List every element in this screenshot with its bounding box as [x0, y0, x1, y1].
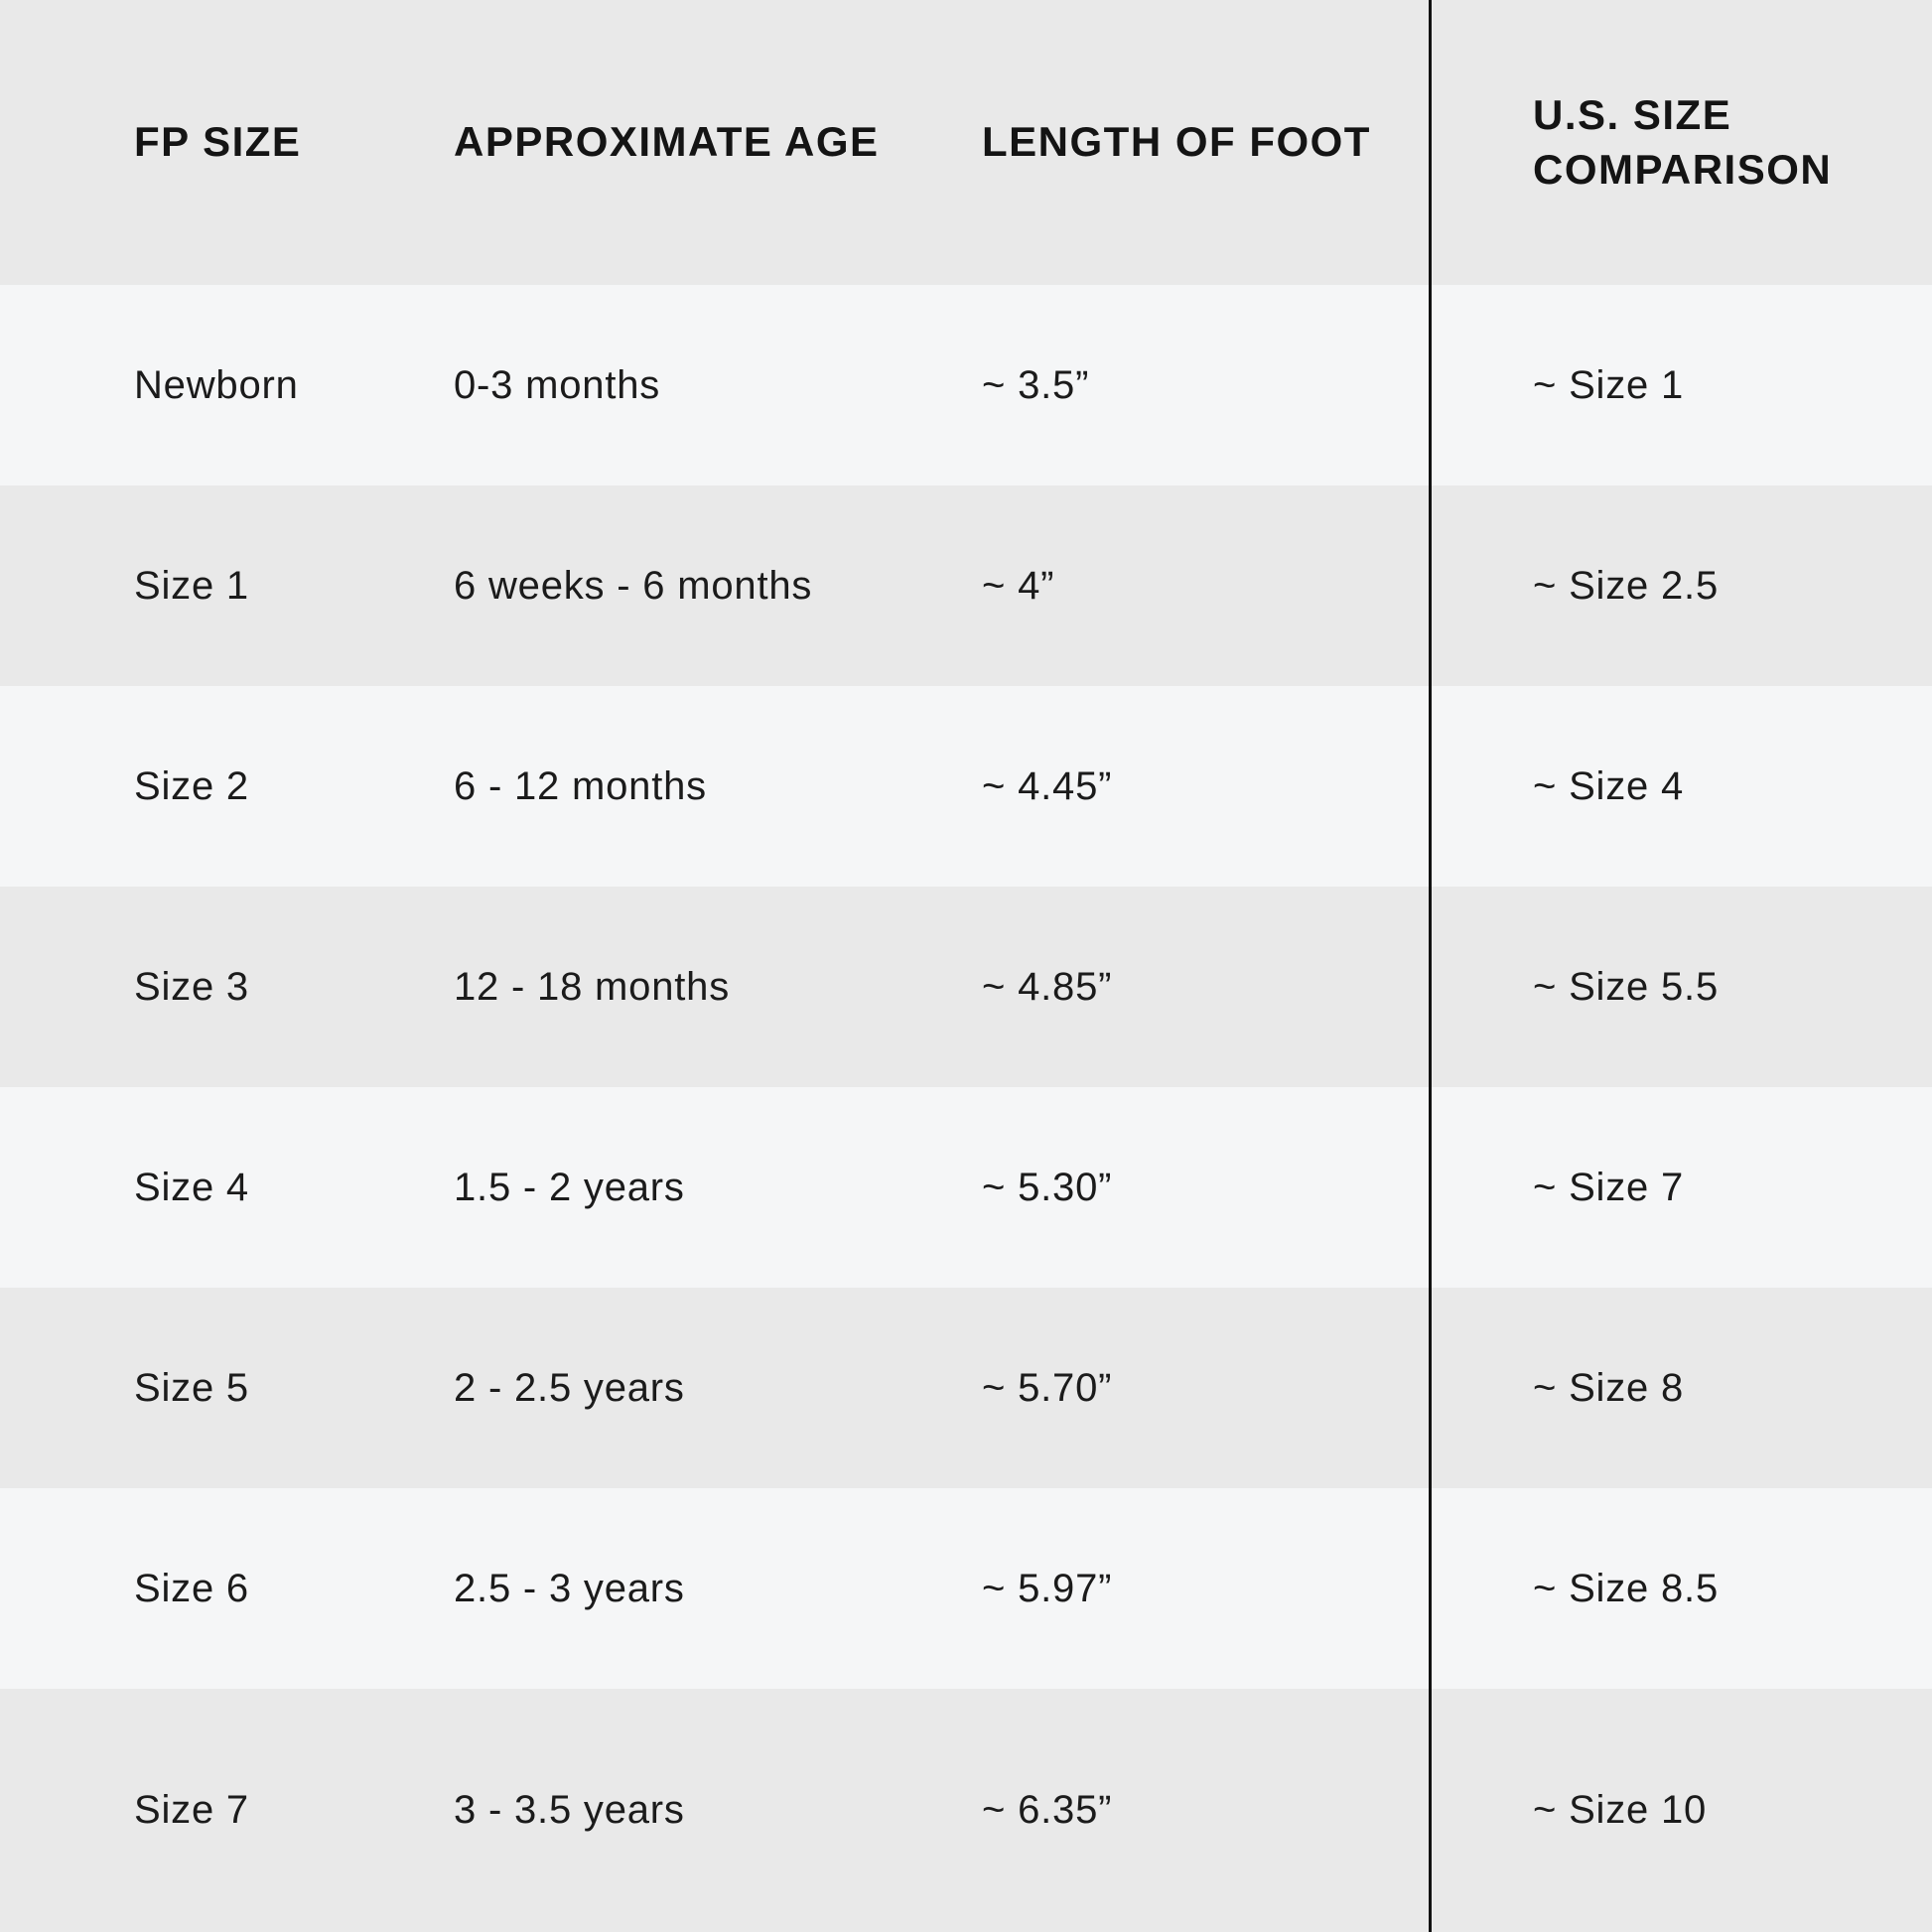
- cell-approximate-age: 6 weeks - 6 months: [454, 563, 813, 608]
- cell-approximate-age: 12 - 18 months: [454, 964, 731, 1009]
- column-header-us-size-comparison-label: U.S. SIZE COMPARISON: [1533, 90, 1833, 193]
- cell-length-of-foot: ~ 4.85”: [982, 964, 1113, 1009]
- column-header-us-size-comparison: [1429, 88, 1932, 197]
- cell-fp-size: Size 3: [134, 964, 249, 1009]
- column-header-approximate-age: APPROXIMATE AGE: [454, 118, 880, 166]
- cell-approximate-age: 2.5 - 3 years: [454, 1566, 685, 1610]
- table-row-size-4: [0, 1087, 1932, 1288]
- cell-length-of-foot: ~ 4”: [982, 563, 1055, 608]
- cell-approximate-age: 3 - 3.5 years: [454, 1788, 685, 1832]
- cell-fp-size: Size 7: [134, 1788, 249, 1832]
- cell-fp-size: Size 4: [134, 1165, 249, 1209]
- cell-approximate-age: 6 - 12 months: [454, 763, 707, 808]
- cell-length-of-foot: ~ 4.45”: [982, 763, 1113, 808]
- table-row-size-2: [0, 686, 1932, 887]
- table-row-size-6: [0, 1488, 1932, 1689]
- cell-fp-size: Size 2: [134, 763, 249, 808]
- cell-approximate-age: 0-3 months: [454, 362, 661, 407]
- column-header-fp-size: FP SIZE: [134, 118, 302, 166]
- header-row: [0, 0, 1932, 285]
- table-row-size-5: [0, 1288, 1932, 1488]
- table-row-size-3: [0, 887, 1932, 1087]
- column-header-length-of-foot: LENGTH OF FOOT: [982, 118, 1371, 166]
- cell-us-size: ~ Size 1: [1533, 362, 1685, 407]
- cell-us-size: ~ Size 8: [1533, 1365, 1685, 1410]
- table-row-size-1: [0, 485, 1932, 686]
- cell-approximate-age: 2 - 2.5 years: [454, 1365, 685, 1410]
- column-divider-line: [1429, 0, 1432, 1932]
- cell-length-of-foot: ~ 5.70”: [982, 1365, 1113, 1410]
- cell-us-size: ~ Size 10: [1533, 1788, 1708, 1832]
- cell-length-of-foot: ~ 3.5”: [982, 362, 1090, 407]
- cell-approximate-age: 1.5 - 2 years: [454, 1165, 685, 1209]
- cell-length-of-foot: ~ 6.35”: [982, 1788, 1113, 1832]
- cell-fp-size: Size 1: [134, 563, 249, 608]
- cell-us-size: ~ Size 7: [1533, 1165, 1685, 1209]
- cell-fp-size: Newborn: [134, 362, 299, 407]
- table-row-newborn: [0, 285, 1932, 485]
- table-row-size-7: [0, 1689, 1932, 1932]
- cell-us-size: ~ Size 5.5: [1533, 964, 1720, 1009]
- cell-length-of-foot: ~ 5.97”: [982, 1566, 1113, 1610]
- cell-fp-size: Size 5: [134, 1365, 249, 1410]
- cell-us-size: ~ Size 4: [1533, 763, 1685, 808]
- cell-length-of-foot: ~ 5.30”: [982, 1165, 1113, 1209]
- cell-us-size: ~ Size 2.5: [1533, 563, 1720, 608]
- cell-us-size: ~ Size 8.5: [1533, 1566, 1720, 1610]
- cell-fp-size: Size 6: [134, 1566, 249, 1610]
